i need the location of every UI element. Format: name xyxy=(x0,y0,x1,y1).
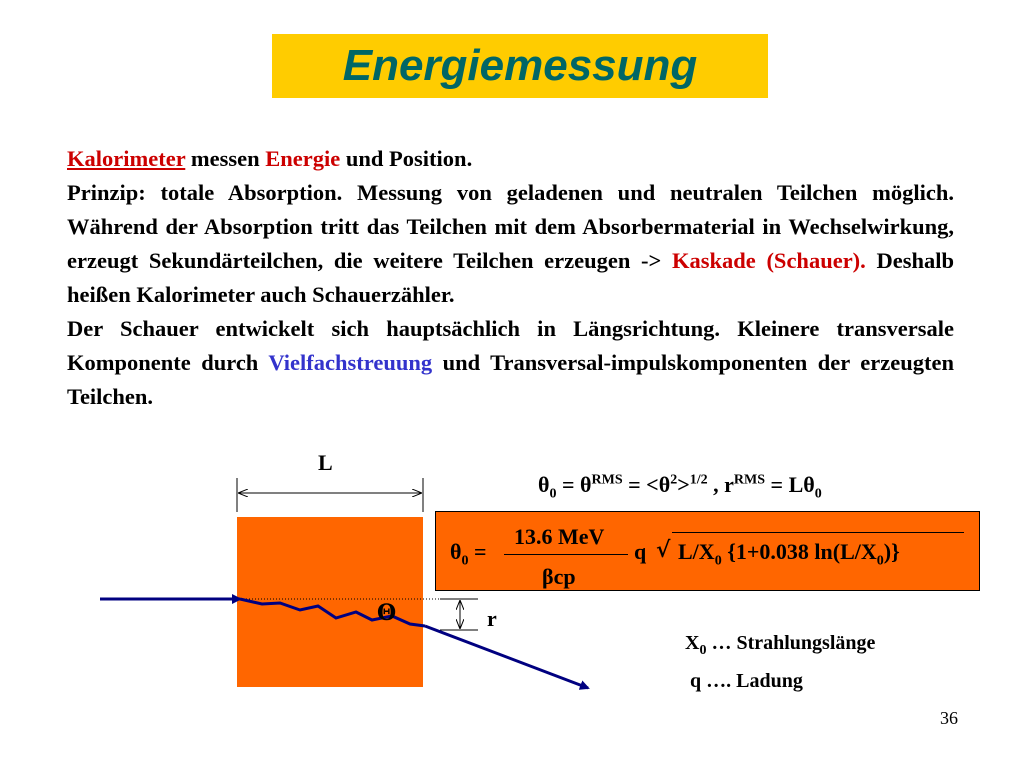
text-messen: messen xyxy=(185,146,266,171)
formula-denominator: βcp xyxy=(542,564,576,589)
legend-x0: $X_0$ … Strahlungslänge xyxy=(685,632,876,658)
page-number: 36 xyxy=(940,708,958,728)
text-p1-rest: und Position. xyxy=(340,146,473,171)
text-p3-b: und Transversal-impulskomponenten der erzeugten Teilchen. xyxy=(67,350,955,409)
formula-numerator: 13.6 MeV xyxy=(514,524,605,549)
formula-box xyxy=(435,511,980,591)
formula-q: q xyxy=(634,539,647,564)
label-theta: Θ xyxy=(377,600,397,626)
slide-title: Energiemessung xyxy=(342,41,698,90)
term-kaskade: Kaskade (Schauer). xyxy=(672,248,866,273)
text-p2-b: Deshalb heißen Kalorimeter auch Schauerzähler. xyxy=(67,248,954,307)
term-energie: Energie xyxy=(265,146,341,171)
shower-track xyxy=(240,599,425,626)
label-r: r xyxy=(487,606,497,631)
formula-radicand: $L/X_0$ {1+0.038 $\ln(L/X_0)$} xyxy=(678,539,900,569)
legend xyxy=(685,628,875,696)
label-length: L xyxy=(318,450,333,475)
sqrt-overline xyxy=(672,532,964,533)
legend-q: q …. Ladung xyxy=(685,670,803,692)
text-p2-a: Prinzip: totale Absorption. Messung von geladenen und neutralen Teilchen möglich. Während der Absorption tritt das Teilchen mit dem Absorbermaterial in Wechselwirkung, erzeugt Sekundärteilchen, die weitere Teilchen erzeugen -> xyxy=(67,180,954,273)
outgoing-particle xyxy=(425,626,588,688)
formula-rms-relation: $\theta_0 = \theta^{RMS} = <\theta^2>^{1/2}$ , $r^{RMS} = L\theta_0$ xyxy=(538,472,822,502)
sqrt-sign: √ xyxy=(656,537,671,563)
text-p3-a: Der Schauer entwickelt sich hauptsächlich in Längsrichtung. Kleinere transversale Komponente durch xyxy=(67,316,954,375)
fraction-bar xyxy=(504,554,628,555)
term-vielfachstreuung: Vielfachstreuung xyxy=(268,350,433,375)
term-kalorimeter: Kalorimeter xyxy=(67,146,186,171)
formula-lhs: $\theta_0$ = xyxy=(450,539,487,569)
